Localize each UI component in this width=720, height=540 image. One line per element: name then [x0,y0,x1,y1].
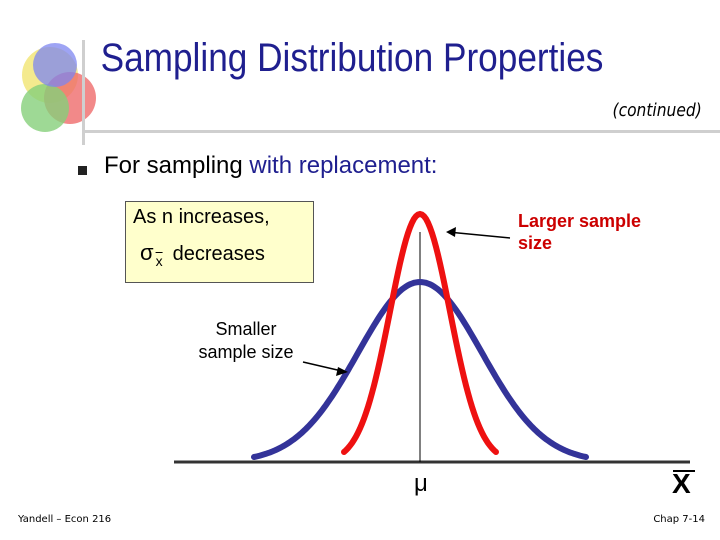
sigma-subscript: x [155,253,163,269]
larger-sample-label: Larger sample size [518,211,642,253]
bullet-highlight: with replacement: [249,152,438,179]
smaller-sample-label: Smaller sample size [198,319,294,362]
larger-sample-arrow [446,227,510,238]
slide-title: Sampling Distribution Properties [100,36,604,80]
smaller-sample-arrow [303,362,348,376]
info-line-2-text: decreases [172,243,265,265]
sigma-symbol: σ [140,240,154,265]
slide-subtitle: (continued) [612,100,702,121]
mu-label: μ [414,470,428,497]
info-box [125,201,314,283]
bullet-marker [78,166,87,175]
title-rule [84,130,720,133]
footer-right: Chap 7-14 [653,514,705,525]
bullet-prefix: For sampling [104,152,250,179]
bullet-text [104,152,437,180]
footer-left: Yandell – Econ 216 [18,514,112,525]
info-line-1: As n increases, [133,206,270,228]
info-line-2 [140,240,265,269]
xbar-label: X [672,468,691,499]
